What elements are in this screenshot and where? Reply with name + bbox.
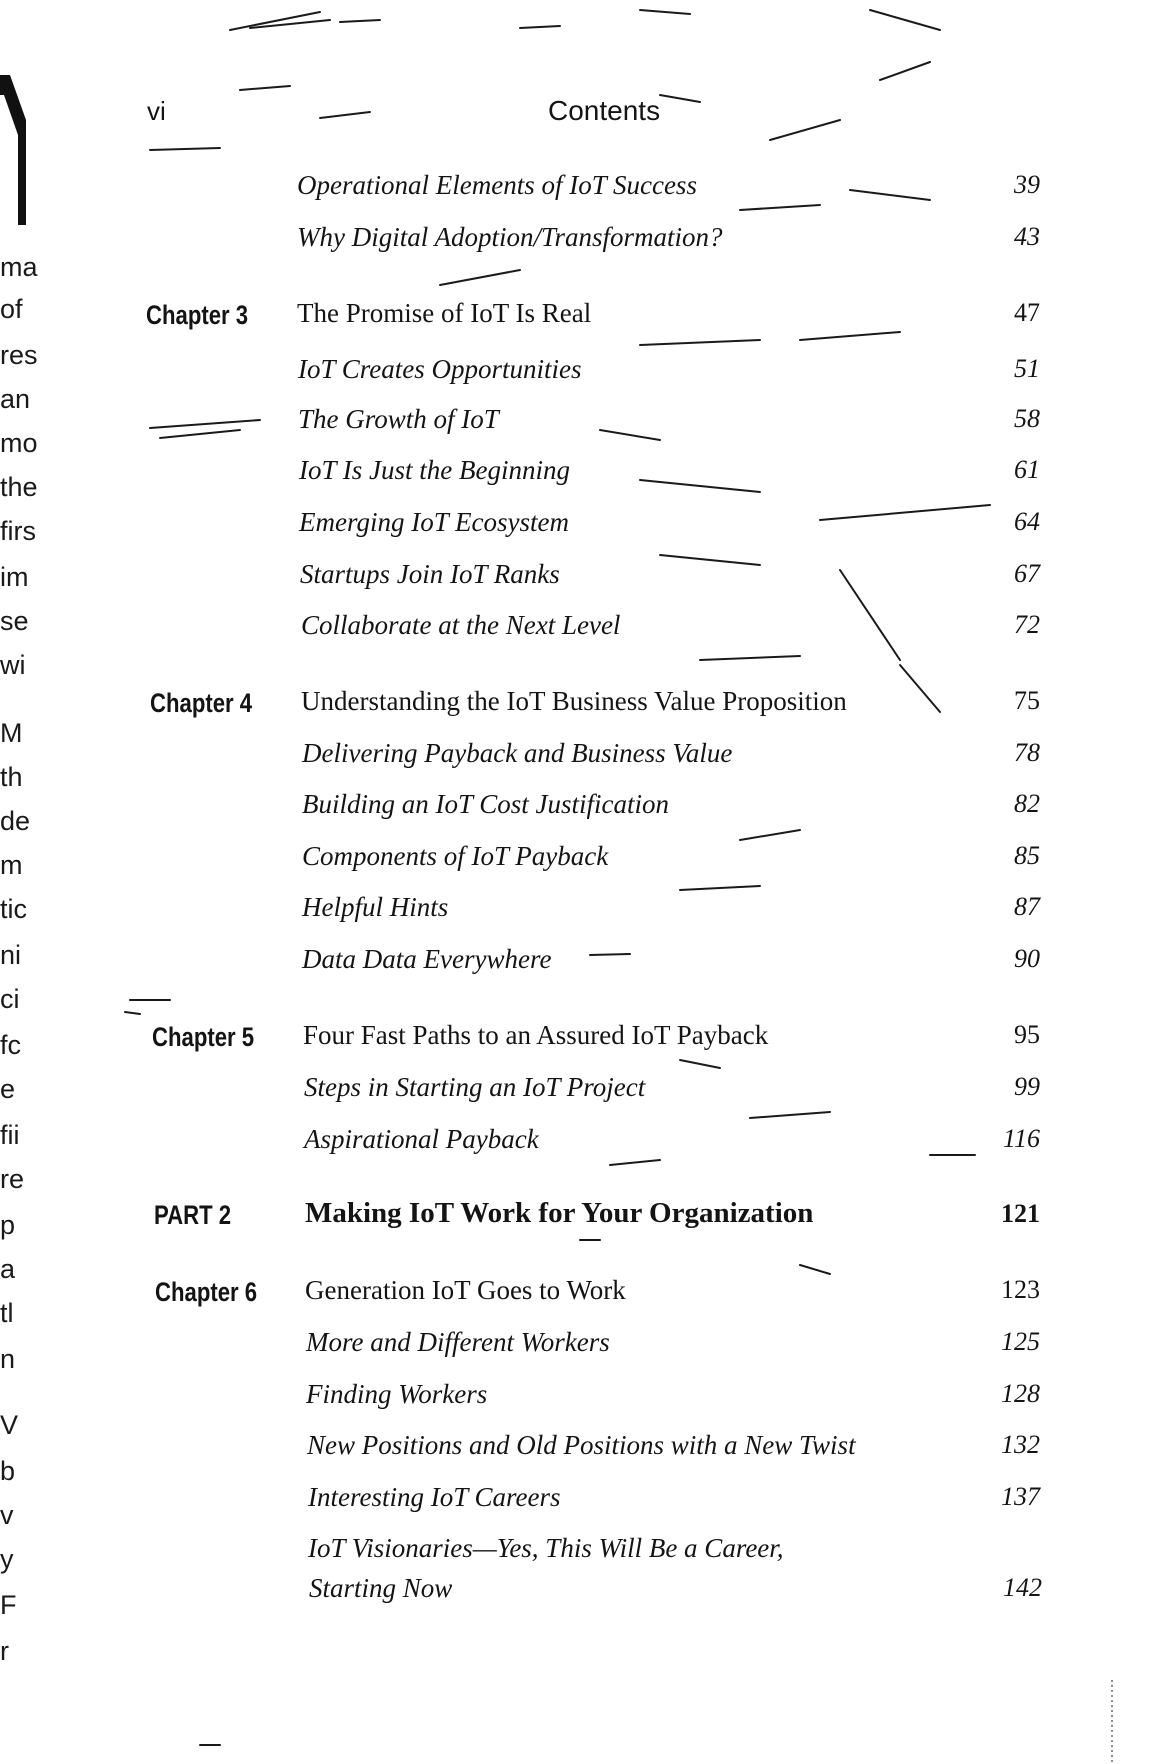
toc-entry-title[interactable]: IoT Is Just the Beginning (299, 455, 570, 485)
facing-page-fragment: ma (0, 252, 38, 282)
facing-page-fragment: res (0, 340, 38, 370)
part-title[interactable]: Making IoT Work for Your Organization (305, 1197, 814, 1229)
facing-page-fragment: r (0, 1636, 9, 1666)
facing-page-fragment: p (0, 1210, 16, 1240)
chapter-label: Chapter 4 (150, 688, 253, 718)
facing-page-fragment: y (0, 1544, 14, 1574)
toc-entry-title[interactable]: Interesting IoT Careers (308, 1482, 561, 1512)
facing-page-fragment: tic (0, 894, 27, 924)
facing-page-fragment: firs (0, 516, 36, 546)
toc-entry-title[interactable]: New Positions and Old Positions with a New Twist (307, 1430, 856, 1460)
toc-entry-title[interactable]: Steps in Starting an IoT Project (304, 1072, 646, 1102)
chapter-title[interactable]: The Promise of IoT Is Real (297, 298, 592, 328)
chapter-label: Chapter 5 (152, 1022, 255, 1052)
toc-entry-page: 90 (1014, 944, 1040, 973)
toc-entry-title[interactable]: Starting Now (309, 1573, 453, 1603)
facing-page-fragment: V (0, 1410, 19, 1440)
toc-entry-title[interactable]: IoT Visionaries—Yes, This Will Be a Career, (308, 1533, 784, 1563)
toc-entry-title[interactable]: Finding Workers (306, 1379, 488, 1409)
facing-page-fragment: de (0, 806, 31, 836)
facing-page-fragment: m (0, 850, 23, 880)
facing-page-fragment: fii (0, 1120, 20, 1150)
facing-page-fragment: th (0, 762, 23, 792)
facing-page-fragment: tl (0, 1298, 14, 1328)
facing-page-fragment: b (0, 1456, 16, 1486)
toc-entry-title[interactable]: Startups Join IoT Ranks (300, 559, 560, 589)
toc-entry-page: 85 (1014, 841, 1040, 870)
facing-page-fragment: re (0, 1164, 25, 1194)
toc-entry-title[interactable]: Components of IoT Payback (302, 841, 609, 871)
toc-entry-page: 99 (1014, 1072, 1040, 1101)
toc-entry-page: 58 (1014, 404, 1040, 433)
toc-entry-page: 78 (1014, 738, 1040, 767)
toc-entry-page: 67 (1014, 559, 1040, 588)
page-number: vi (147, 96, 166, 126)
toc-entry-title[interactable]: Delivering Payback and Business Value (302, 738, 733, 768)
toc-entry-title[interactable]: Collaborate at the Next Level (301, 610, 621, 640)
facing-page-fragment: an (0, 384, 31, 414)
facing-page-fragment: a (0, 1254, 16, 1284)
toc-entry-page: 82 (1014, 789, 1040, 818)
toc-entry-page: 142 (1003, 1573, 1042, 1602)
facing-page-fragment: im (0, 562, 29, 592)
toc-entry-page: 121 (1001, 1199, 1040, 1228)
toc-entry-title[interactable]: Aspirational Payback (304, 1124, 539, 1154)
facing-page-spine (0, 75, 30, 225)
toc-entry-title[interactable]: Building an IoT Cost Justification (302, 789, 670, 819)
toc-entry-page: 51 (1014, 354, 1040, 383)
toc-entry-page: 125 (1001, 1327, 1040, 1356)
toc-entry-page: 72 (1014, 610, 1040, 639)
toc-entry-page: 43 (1014, 222, 1040, 251)
toc-entry-page: 47 (1014, 298, 1040, 327)
toc-entry-page: 132 (1001, 1430, 1040, 1459)
facing-page-fragment: fc (0, 1030, 22, 1060)
toc-entry-page: 128 (1001, 1379, 1040, 1408)
toc-entry-page: 87 (1014, 892, 1040, 921)
facing-page-fragment: F (0, 1590, 17, 1620)
toc-entry-page: 39 (1014, 170, 1040, 199)
toc-entry-page: 64 (1014, 507, 1040, 536)
toc-entry-page: 95 (1014, 1020, 1040, 1049)
part-label: PART 2 (154, 1200, 232, 1230)
facing-page-fragment: n (0, 1344, 16, 1374)
toc-entry-title[interactable]: Helpful Hints (302, 892, 449, 922)
facing-page-fragment: of (0, 294, 23, 324)
facing-page-fragment: v (0, 1500, 14, 1530)
toc-entry-page: 137 (1001, 1482, 1040, 1511)
toc-entry-title[interactable]: Emerging IoT Ecosystem (299, 507, 569, 537)
toc-entry-page: 75 (1014, 686, 1040, 715)
chapter-label: Chapter 6 (155, 1277, 258, 1307)
chapter-title[interactable]: Four Fast Paths to an Assured IoT Payback (303, 1020, 769, 1050)
toc-entry-page: 116 (1002, 1124, 1040, 1153)
chapter-title[interactable]: Understanding the IoT Business Value Proposition (301, 686, 847, 716)
toc-entry-title[interactable]: Data Data Everywhere (302, 944, 552, 974)
facing-page-fragment: M (0, 718, 23, 748)
toc-entry-page: 123 (1001, 1275, 1040, 1304)
running-title: Contents (548, 95, 661, 126)
facing-page-fragment: the (0, 472, 38, 502)
facing-page-fragment: se (0, 606, 29, 636)
chapter-label: Chapter 3 (146, 300, 249, 330)
toc-entry-title[interactable]: The Growth of IoT (298, 404, 499, 434)
facing-page-fragment: e (0, 1074, 16, 1104)
facing-page-fragment: wi (0, 650, 26, 680)
facing-page-fragment: ci (0, 984, 20, 1014)
toc-entry-title[interactable]: More and Different Workers (306, 1327, 610, 1357)
toc-entry-title[interactable]: IoT Creates Opportunities (298, 354, 582, 384)
facing-page-fragment: ni (0, 940, 22, 970)
toc-entry-title[interactable]: Why Digital Adoption/Transformation? (297, 222, 723, 252)
toc-entry-page: 61 (1014, 455, 1040, 484)
toc-entry-title[interactable]: Operational Elements of IoT Success (297, 170, 697, 200)
chapter-title[interactable]: Generation IoT Goes to Work (305, 1275, 626, 1305)
facing-page-fragment: mo (0, 428, 38, 458)
